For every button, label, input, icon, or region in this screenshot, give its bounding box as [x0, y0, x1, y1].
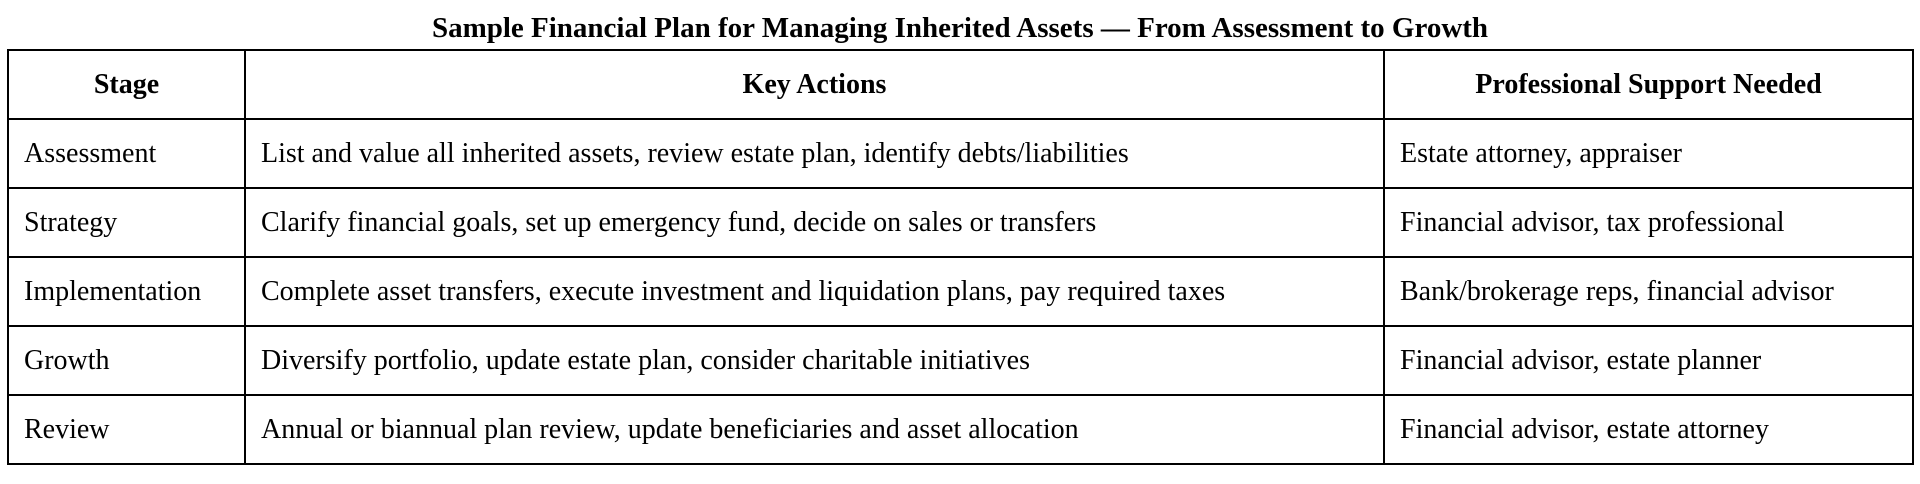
cell-professional-support: Financial advisor, estate planner: [1384, 326, 1913, 395]
cell-key-actions: Complete asset transfers, execute investment and liquidation plans, pay required taxes: [245, 257, 1384, 326]
table-row: [8, 119, 1913, 188]
cell-stage: Review: [8, 395, 245, 464]
page-title: Sample Financial Plan for Managing Inherited Assets — From Assessment to Growth: [431, 12, 1489, 44]
cell-stage: Strategy: [8, 188, 245, 257]
table-row: [8, 188, 1913, 257]
table-header-row: [8, 50, 1913, 119]
cell-professional-support: Bank/brokerage reps, financial advisor: [1384, 257, 1913, 326]
cell-stage: Assessment: [8, 119, 245, 188]
cell-professional-support: Financial advisor, estate attorney: [1384, 395, 1913, 464]
cell-key-actions: List and value all inherited assets, review estate plan, identify debts/liabilities: [245, 119, 1384, 188]
cell-key-actions: Annual or biannual plan review, update beneficiaries and asset allocation: [245, 395, 1384, 464]
header-stage: Stage: [8, 50, 245, 119]
header-key-actions: Key Actions: [245, 50, 1384, 119]
cell-professional-support: Estate attorney, appraiser: [1384, 119, 1913, 188]
table-row: [8, 326, 1913, 395]
header-professional-support: Professional Support Needed: [1384, 50, 1913, 119]
cell-stage: Implementation: [8, 257, 245, 326]
cell-key-actions: Clarify financial goals, set up emergency fund, decide on sales or transfers: [245, 188, 1384, 257]
table-row: [8, 395, 1913, 464]
cell-stage: Growth: [8, 326, 245, 395]
cell-key-actions: Diversify portfolio, update estate plan, consider charitable initiatives: [245, 326, 1384, 395]
table-row: [8, 257, 1913, 326]
cell-professional-support: Financial advisor, tax professional: [1384, 188, 1913, 257]
financial-plan-table: [7, 49, 1914, 465]
